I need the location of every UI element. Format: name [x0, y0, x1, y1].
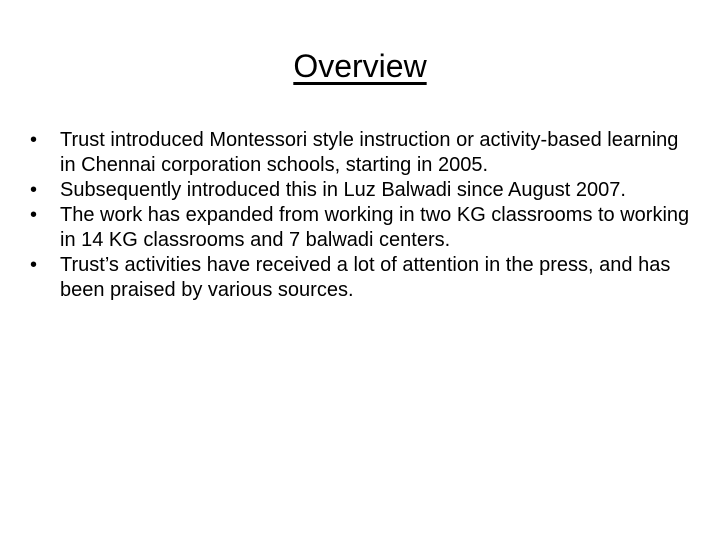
bullet-item: • The work has expanded from working in two KG classrooms to working in 14 KG classrooms and 7 balwadi centers. — [30, 203, 690, 253]
bullet-item: • Subsequently introduced this in Luz Balwadi since August 2007. — [30, 178, 690, 203]
bullet-item: • Trust introduced Montessori style instruction or activity-based learning in Chennai corporation schools, starting in 2005. — [30, 128, 690, 178]
bullet-item: • Trust’s activities have received a lot of attention in the press, and has been praised by various sources. — [30, 253, 690, 303]
bullet-list — [30, 128, 690, 303]
slide-title: Overview — [293, 48, 427, 84]
